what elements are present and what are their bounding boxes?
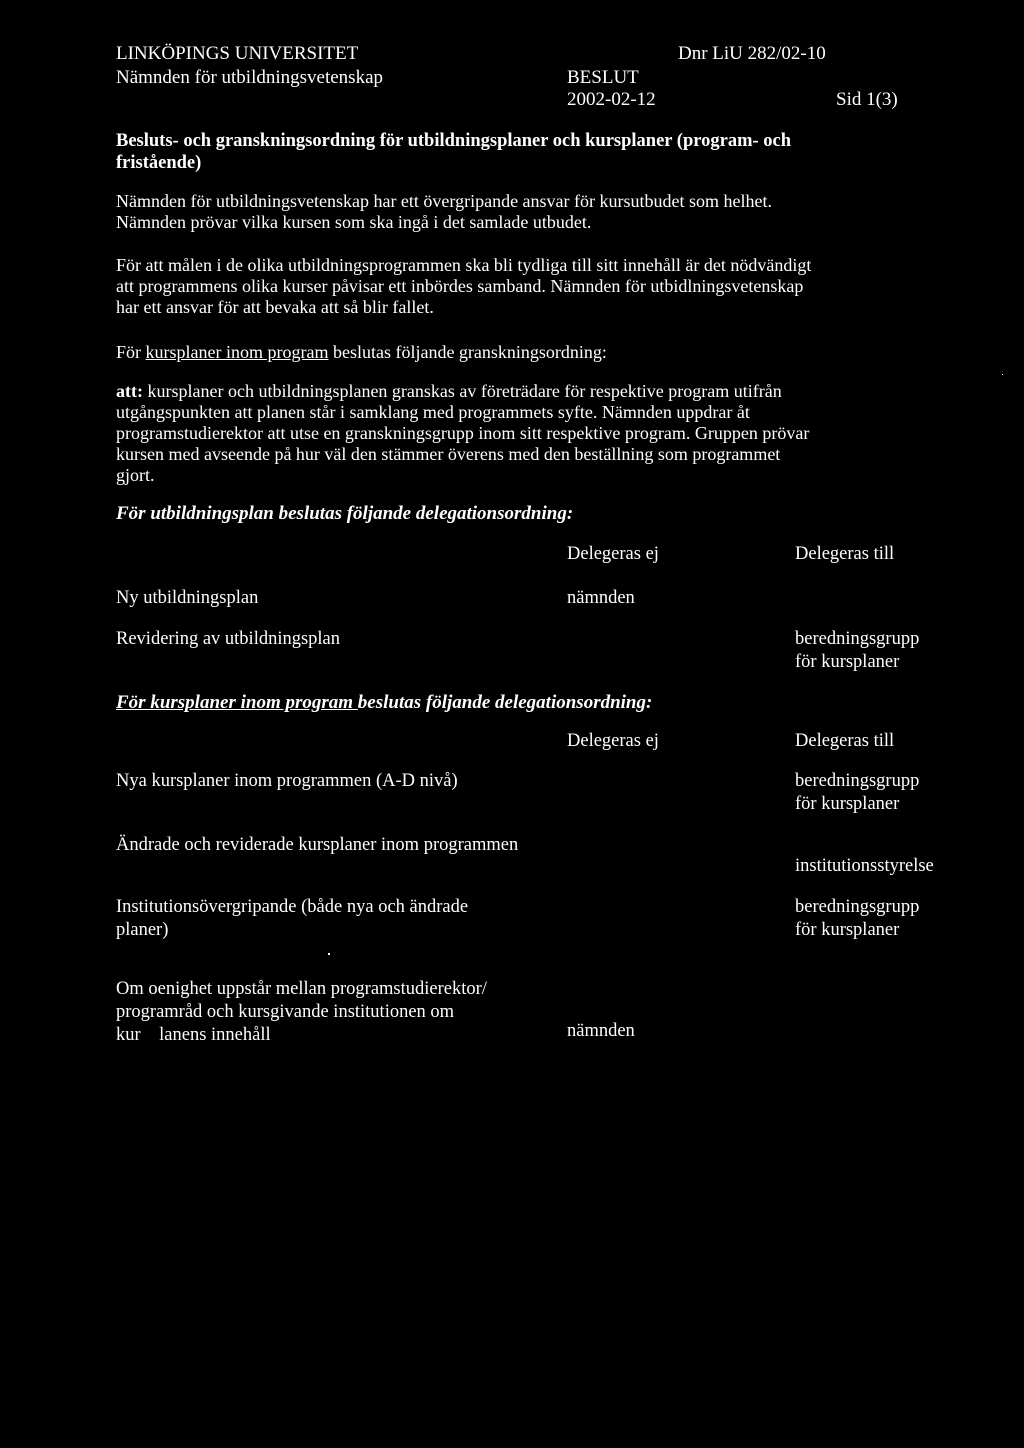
text-fragment: kursplaner och utbildningsplanen granskas av företrädare för respektive program utifrån — [142, 381, 782, 401]
row-delegated-to — [795, 628, 919, 674]
text-fragment: beslutas följande delegationsordning: — [357, 692, 653, 713]
section-heading-kursplaner — [116, 691, 652, 714]
cell-line: beredningsgrupp — [795, 897, 920, 917]
committee-name: Nämnden för utbildningsvetenskap — [116, 67, 384, 88]
title-line: fristående) — [116, 153, 202, 173]
cell-line: beredningsgrupp — [795, 771, 920, 791]
text-fragment: beslutas följande granskningsordning: — [328, 342, 607, 362]
column-header-delegated-to: Delegeras till — [795, 731, 895, 751]
row-item: Revidering av utbildningsplan — [116, 629, 341, 649]
paragraph-line: har ett ansvar för att bevaka att så blir fallet. — [116, 297, 434, 317]
column-header-delegated-to: Delegeras till — [795, 544, 895, 564]
paragraph-line: utgångspunkten att planen står i samklang med programmets syfte. Nämnden uppdrar åt — [116, 402, 750, 422]
underlined-term: För kursplaner inom program — [116, 692, 358, 713]
cell-line: Om oenighet uppstår mellan programstudierektor/ — [116, 979, 487, 999]
row-delegated-to — [795, 770, 919, 816]
cell-line: för kursplaner — [795, 920, 900, 940]
row-not-delegated: nämnden — [567, 588, 635, 608]
paragraph-line: För att målen i de olika utbildningsprogrammen ska bli tydliga till sitt innehåll är det nödvändigt — [116, 255, 812, 275]
paragraph-review-order-intro — [116, 342, 946, 363]
paragraph-program-goals — [116, 255, 946, 318]
underlined-term: kursplaner inom program — [145, 342, 329, 362]
row-item: Ändrade och reviderade kursplaner inom programmen — [116, 835, 519, 855]
scan-speck — [1002, 374, 1003, 375]
section-heading-utbildningsplan: För utbildningsplan beslutas följande delegationsordning: — [116, 503, 574, 524]
paragraph-line: kursen med avseende på hur väl den stämmer överens med den beställning som programmet — [116, 444, 781, 464]
paragraph-line: programstudierektor att utse en granskningsgrupp inom sitt respektive program. Gruppen prövar — [116, 423, 810, 443]
paragraph-line: Nämnden prövar vilka kursen som ska ingå i det samlade utbudet. — [116, 212, 592, 232]
page-number: Sid 1(3) — [836, 89, 898, 110]
att-lead: att: — [116, 381, 143, 401]
row-not-delegated: nämnden — [567, 1021, 635, 1041]
row-item: Ny utbildningsplan — [116, 588, 259, 608]
cell-line: kur lanens innehåll — [116, 1025, 271, 1045]
paragraph-line: Nämnden för utbildningsvetenskap har ett övergripande ansvar för kursutbudet som helhet. — [116, 191, 772, 211]
row-delegated-to: institutionsstyrelse — [795, 856, 934, 876]
row-delegated-to — [795, 896, 919, 942]
paragraph-review-procedure — [116, 381, 946, 486]
row-item — [116, 978, 487, 1047]
column-header-not-delegated: Delegeras ej — [567, 731, 659, 751]
cell-line: beredningsgrupp — [795, 629, 920, 649]
cell-line: programråd och kursgivande institutionen om — [116, 1002, 455, 1022]
cell-line: för kursplaner — [795, 652, 900, 672]
document-type: BESLUT — [567, 67, 639, 88]
scan-speck — [328, 953, 330, 955]
paragraph-overall-responsibility — [116, 191, 946, 233]
document-date: 2002-02-12 — [567, 89, 656, 110]
cell-line: Institutionsövergripande (både nya och ändrade — [116, 897, 469, 917]
reference-number: Dnr LiU 282/02-10 — [678, 43, 826, 64]
cell-line: för kursplaner — [795, 794, 900, 814]
column-header-not-delegated: Delegeras ej — [567, 544, 659, 564]
row-item — [116, 896, 468, 942]
title-line: Besluts- och granskningsordning för utbildningsplaner och kursplaner (program- och — [116, 131, 792, 151]
document-title — [116, 130, 916, 174]
row-item: Nya kursplaner inom programmen (A-D nivå) — [116, 771, 458, 791]
paragraph-line: att programmens olika kurser påvisar ett inbördes samband. Nämnden för utbidlningsvetenskap — [116, 276, 804, 296]
cell-line: planer) — [116, 920, 169, 940]
text-fragment: För — [116, 342, 146, 362]
paragraph-line: gjort. — [116, 465, 155, 485]
university-name: LINKÖPINGS UNIVERSITET — [116, 43, 359, 64]
